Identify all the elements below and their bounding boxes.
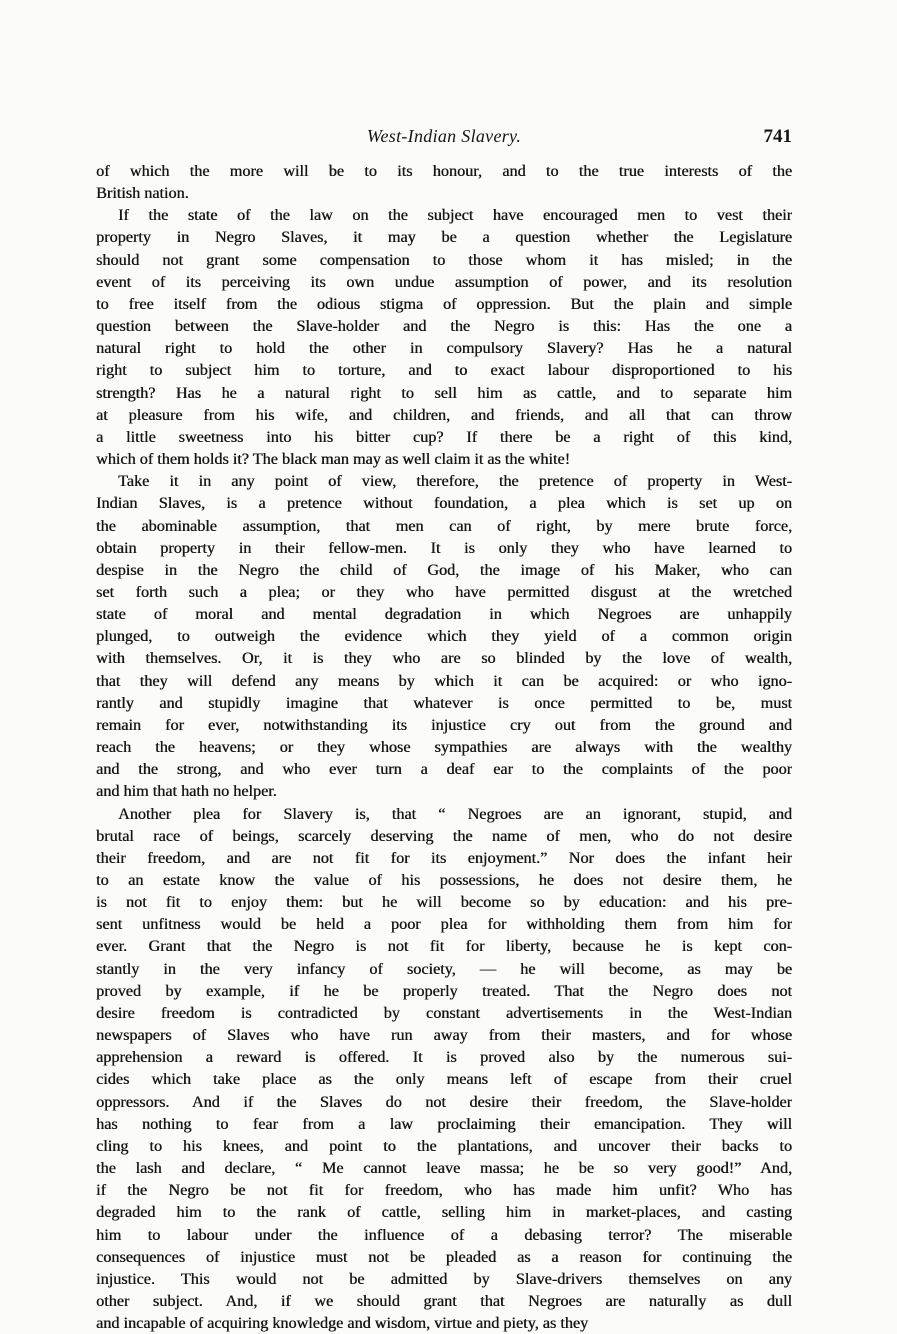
text-line: oppressors. And if the Slaves do not desire their freedom, the Slave-holder bbox=[96, 1092, 792, 1111]
text-line: cides which take place as the only means left of escape from their cruel bbox=[96, 1070, 792, 1089]
text-line: remain for ever, notwithstanding its injustice cry out from the ground and bbox=[96, 715, 792, 734]
text-line: newspapers of Slaves who have run away from their masters, and for whose bbox=[96, 1026, 792, 1045]
text-line: a little sweetness into his bitter cup? If there be a right of this kind, bbox=[96, 427, 792, 446]
text-line: Take it in any point of view, therefore, the pretence of property in West- bbox=[118, 472, 792, 491]
text-line: which of them holds it? The black man may as well claim it as the white! bbox=[96, 450, 570, 469]
text-line: rantly and stupidly imagine that whatever is once permitted to be, must bbox=[96, 693, 792, 712]
text-line: Another plea for Slavery is, that “ Negroes are an ignorant, stupid, and bbox=[118, 804, 792, 823]
text-line: that they will defend any means by which it can be acquired: or who igno- bbox=[96, 671, 792, 690]
text-line: to free itself from the odious stigma of oppression. But the plain and simple bbox=[96, 294, 792, 313]
text-line: if the Negro be not fit for freedom, who has made him unfit? Who has bbox=[96, 1181, 792, 1200]
text-line: and the strong, and who ever turn a deaf ear to the complaints of the poor bbox=[96, 760, 792, 779]
paragraph bbox=[96, 470, 792, 802]
text-line: stantly in the very infancy of society, — he will become, as may be bbox=[96, 959, 792, 978]
text-line: right to subject him to torture, and to exact labour disproportioned to his bbox=[96, 361, 792, 380]
text-line: state of moral and mental degradation in which Negroes are unhappily bbox=[96, 605, 792, 624]
text-line: plunged, to outweigh the evidence which they yield of a common origin bbox=[96, 627, 792, 646]
text-line: the abominable assumption, that men can of right, by mere brute force, bbox=[96, 516, 792, 535]
text-line: their freedom, and are not fit for its enjoyment.” Nor does the infant heir bbox=[96, 848, 792, 867]
text-line: brutal race of beings, scarcely deserving the name of men, who do not desire bbox=[96, 826, 792, 845]
text-line: reach the heavens; or they whose sympathies are always with the wealthy bbox=[96, 738, 792, 757]
paragraph bbox=[96, 803, 792, 1334]
text-line: Indian Slaves, is a pretence without foundation, a plea which is set up on bbox=[96, 494, 792, 513]
text-line: consequences of injustice must not be pleaded as a reason for continuing the bbox=[96, 1247, 792, 1266]
text-line: to an estate know the value of his possessions, he does not desire them, he bbox=[96, 871, 792, 889]
text-line: set forth such a plea; or they who have permitted disgust at the wretched bbox=[96, 582, 792, 601]
text-line: cling to his knees, and point to the plantations, and uncover their backs to bbox=[96, 1136, 792, 1155]
text-line: is not fit to enjoy them: but he will become so by education: and his pre- bbox=[96, 893, 792, 912]
text-line: question between the Slave-holder and the Negro is this: Has the one a bbox=[96, 317, 792, 336]
text-line: obtain property in their fellow-men. It is only they who have learned to bbox=[96, 538, 792, 557]
text-line: degraded him to the rank of cattle, selling him in market-places, and casting bbox=[96, 1203, 792, 1222]
text-line: British nation. bbox=[96, 184, 189, 203]
text-line: should not grant some compensation to those whom it has misled; in the bbox=[96, 250, 792, 269]
text-line: event of its perceiving its own undue assumption of power, and its resolution bbox=[96, 272, 792, 291]
page-number: 741 bbox=[763, 126, 792, 147]
text-line: sent unfitness would be held a poor plea for withholding them from him for bbox=[96, 915, 792, 934]
text-line: If the state of the law on the subject have encouraged men to vest their bbox=[118, 206, 792, 225]
text-line: of which the more will be to its honour, and to the true interests of the bbox=[96, 162, 792, 180]
text-line: other subject. And, if we should grant that Negroes are naturally as dull bbox=[96, 1291, 792, 1310]
text-line: despise in the Negro the child of God, the image of his Maker, who can bbox=[96, 560, 792, 579]
body-text bbox=[96, 160, 792, 1334]
text-line: desire freedom is contradicted by constant advertisements in the West-Indian bbox=[96, 1003, 792, 1022]
text-line: apprehension a reward is offered. It is proved also by the numerous sui- bbox=[96, 1048, 792, 1067]
text-line: and incapable of acquiring knowledge and wisdom, virtue and piety, as they bbox=[96, 1314, 589, 1333]
running-head: West-Indian Slavery. bbox=[366, 126, 522, 146]
text-line: with themselves. Or, it is they who are so blinded by the love of wealth, bbox=[96, 649, 792, 668]
text-line: strength? Has he a natural right to sell him as cattle, and to separate him bbox=[96, 383, 792, 402]
text-line: natural right to hold the other in compulsory Slavery? Has he a natural bbox=[96, 339, 792, 358]
text-line: and him that hath no helper. bbox=[96, 782, 277, 801]
text-line: property in Negro Slaves, it may be a question whether the Legislature bbox=[96, 228, 792, 247]
page-header bbox=[96, 126, 792, 150]
text-line: ever. Grant that the Negro is not fit for liberty, because he is kept con- bbox=[96, 937, 792, 956]
paragraph bbox=[96, 160, 792, 470]
text-line: him to labour under the influence of a debasing terror? The miserable bbox=[96, 1225, 792, 1244]
text-line: proved by example, if he be properly treated. That the Negro does not bbox=[96, 981, 792, 1000]
text-line: the lash and declare, “ Me cannot leave massa; he be so very good!” And, bbox=[96, 1159, 792, 1178]
text-line: injustice. This would not be admitted by Slave-drivers themselves on any bbox=[96, 1269, 792, 1288]
text-line: at pleasure from his wife, and children, and friends, and all that can throw bbox=[96, 405, 792, 424]
text-line: has nothing to fear from a law proclaiming their emancipation. They will bbox=[96, 1114, 792, 1133]
